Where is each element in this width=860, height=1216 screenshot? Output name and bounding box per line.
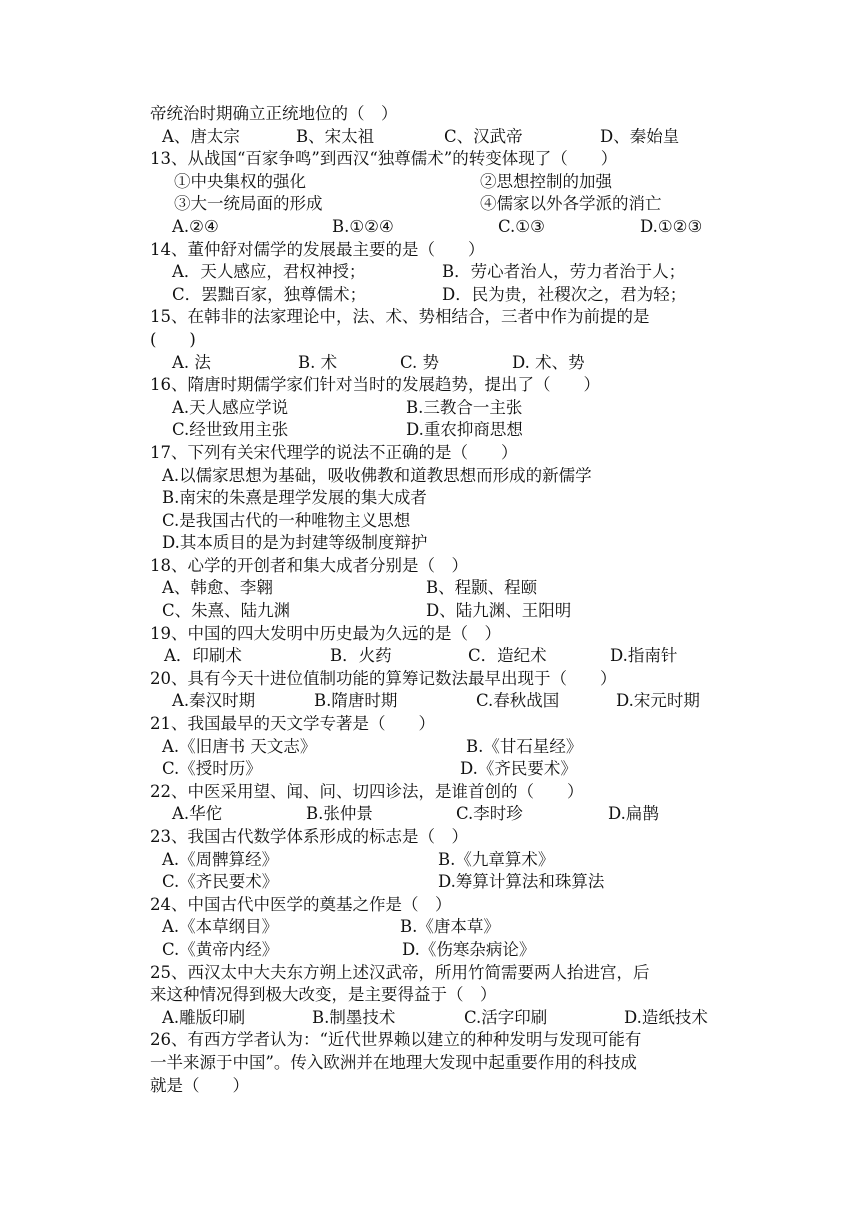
option: B.隋唐时期 xyxy=(314,691,398,711)
option: C、汉武帝 xyxy=(444,126,523,146)
option: C.《授时历》 xyxy=(162,759,262,779)
option: D、秦始皇 xyxy=(600,126,680,146)
option-row xyxy=(150,216,740,239)
option: B.《甘石星经》 xyxy=(466,736,583,756)
option-row xyxy=(150,284,740,307)
option-row xyxy=(150,803,740,826)
question-stem: 18、心学的开创者和集大成者分别是（ ） xyxy=(150,555,468,575)
option: ③大一统局面的形成 xyxy=(174,194,323,214)
option-row xyxy=(150,849,740,872)
option: C.春秋战国 xyxy=(476,691,560,711)
option-row xyxy=(150,916,740,939)
option: D. 术、势 xyxy=(512,352,585,372)
option: C.经世致用主张 xyxy=(172,420,289,440)
option-row xyxy=(150,532,740,555)
option: B.张仲景 xyxy=(306,804,373,824)
option: D.重农抑商思想 xyxy=(406,420,523,440)
option-row xyxy=(150,600,740,623)
option: A.《本草纲目》 xyxy=(162,917,279,937)
option: ②思想控制的加强 xyxy=(480,171,612,191)
option: D.其本质目的是为封建等级制度辩护 xyxy=(162,533,428,553)
option-row xyxy=(150,510,740,533)
option: A.以儒家思想为基础，吸收佛教和道教思想而形成的新儒学 xyxy=(162,465,592,485)
option: B.《唐本草》 xyxy=(400,917,500,937)
option: B.制墨技术 xyxy=(312,1007,396,1027)
option: C．造纪术 xyxy=(468,646,547,666)
option: ④儒家以外各学派的消亡 xyxy=(480,194,662,214)
question-stem: 23、我国古代数学体系形成的标志是（ ） xyxy=(150,827,468,846)
option: D.《齐民要术》 xyxy=(460,759,577,779)
option: A．天人感应，君权神授； xyxy=(172,262,366,282)
option: A.《旧唐书 天文志》 xyxy=(162,736,317,756)
option: D.筹算计算法和珠算法 xyxy=(438,872,605,892)
option-row xyxy=(150,193,740,216)
option: C．罢黜百家，独尊儒术； xyxy=(172,284,367,304)
option: A.华佗 xyxy=(172,804,223,824)
question-stem: 22、中医采用望、闻、问、切四诊法，是谁首创的（ ） xyxy=(150,781,584,801)
option-row xyxy=(150,577,740,600)
option: C.李时珍 xyxy=(456,804,523,824)
question-stem: 21、我国最早的天文学专著是（ ） xyxy=(150,714,435,734)
question-stem: 一半来源于中国”。传入欧洲并在地理大发现中起重要作用的科技成 xyxy=(150,1052,637,1072)
question-list xyxy=(150,103,740,1097)
question-stem: 20、具有今天十进位值制功能的算筹记数法最早出现于（ ） xyxy=(150,668,617,688)
option-row xyxy=(150,1007,740,1030)
option: A.秦汉时期 xyxy=(172,691,256,711)
option-row xyxy=(150,397,740,420)
option: B．火药 xyxy=(330,646,392,666)
question-stem: 来这种情况得到极大改变，是主要得益于（ ） xyxy=(150,985,497,1005)
option: D.指南针 xyxy=(610,646,678,666)
option-row xyxy=(150,419,740,442)
question-stem: 19、中国的四大发明中历史最为久远的是（ ） xyxy=(150,623,501,643)
question-stem: 16、隋唐时期儒学家们针对当时的发展趋势，提出了（ ） xyxy=(150,375,600,395)
option: D.《伤寒杂病论》 xyxy=(402,939,536,959)
question-stem: 就是（ ） xyxy=(150,1075,249,1095)
option: A.天人感应学说 xyxy=(172,397,289,417)
option: C.活字印刷 xyxy=(464,1007,548,1027)
option-row xyxy=(150,736,740,759)
option-row xyxy=(150,352,740,375)
option-row xyxy=(150,690,740,713)
option: C.《齐民要术》 xyxy=(162,872,279,892)
option: C.①③ xyxy=(498,216,545,236)
question-stem: 13、从战国“百家争鸣”到西汉“独尊儒术”的转变体现了（ ） xyxy=(150,149,618,169)
option: B.①②④ xyxy=(332,216,394,236)
option-row xyxy=(150,487,740,510)
option: B、宋太祖 xyxy=(296,126,375,146)
option: B. 术 xyxy=(298,352,338,372)
option: C、朱熹、陆九渊 xyxy=(162,601,291,621)
option: A. 法 xyxy=(172,352,211,372)
option: B.三教合一主张 xyxy=(406,397,523,417)
option: B．劳心者治人，劳力者治于人； xyxy=(442,262,686,282)
option-row xyxy=(150,758,740,781)
option: B、程颢、程颐 xyxy=(426,578,538,598)
question-stem: 24、中国古代中医学的奠基之作是（ ） xyxy=(150,894,452,914)
option: D.扁鹊 xyxy=(608,804,659,824)
option-row xyxy=(150,171,740,194)
question-stem: 25、西汉太中大夫东方朔上述汉武帝，所用竹简需要两人抬进宫，后 xyxy=(150,962,650,982)
question-stem: 15、在韩非的法家理论中，法、术、势相结合，三者中作为前提的是 xyxy=(150,307,650,327)
question-stem: 14、董仲舒对儒学的发展最主要的是（ ） xyxy=(150,239,485,259)
option-row xyxy=(150,939,740,962)
question-stem: 26、有西方学者认为：“近代世界赖以建立的种种发明与发现可能有 xyxy=(150,1030,642,1050)
option-row xyxy=(150,645,740,668)
option: ①中央集权的强化 xyxy=(174,171,306,191)
option: A.《周髀算经》 xyxy=(162,849,279,869)
option: B.《九章算术》 xyxy=(438,849,555,869)
option: D.造纸技术 xyxy=(624,1007,708,1027)
option: D.宋元时期 xyxy=(616,691,700,711)
question-stem: 17、下列有关宋代理学的说法不正确的是（ ） xyxy=(150,442,518,462)
option-row xyxy=(150,126,740,149)
option-row xyxy=(150,465,740,488)
option: C. 势 xyxy=(400,352,440,372)
option: A.②④ xyxy=(172,216,219,236)
option-row xyxy=(150,871,740,894)
option: C.是我国古代的一种唯物主义思想 xyxy=(162,510,411,530)
option: D.①②③ xyxy=(640,216,703,236)
option: D．民为贵，社稷次之，君为轻； xyxy=(442,284,687,304)
option: C.《黄帝内经》 xyxy=(162,939,279,959)
option: A、唐太宗 xyxy=(162,126,240,146)
option-row xyxy=(150,261,740,284)
question-stem: 帝统治时期确立正统地位的（ ） xyxy=(150,104,398,123)
option: A．印刷术 xyxy=(164,646,242,666)
option: A.雕版印刷 xyxy=(162,1007,246,1027)
option: D、陆九渊、王阳明 xyxy=(426,601,572,621)
option: A、韩愈、李翱 xyxy=(162,578,273,598)
option: B.南宋的朱熹是理学发展的集大成者 xyxy=(162,488,427,508)
question-stem: ( ) xyxy=(150,329,196,349)
